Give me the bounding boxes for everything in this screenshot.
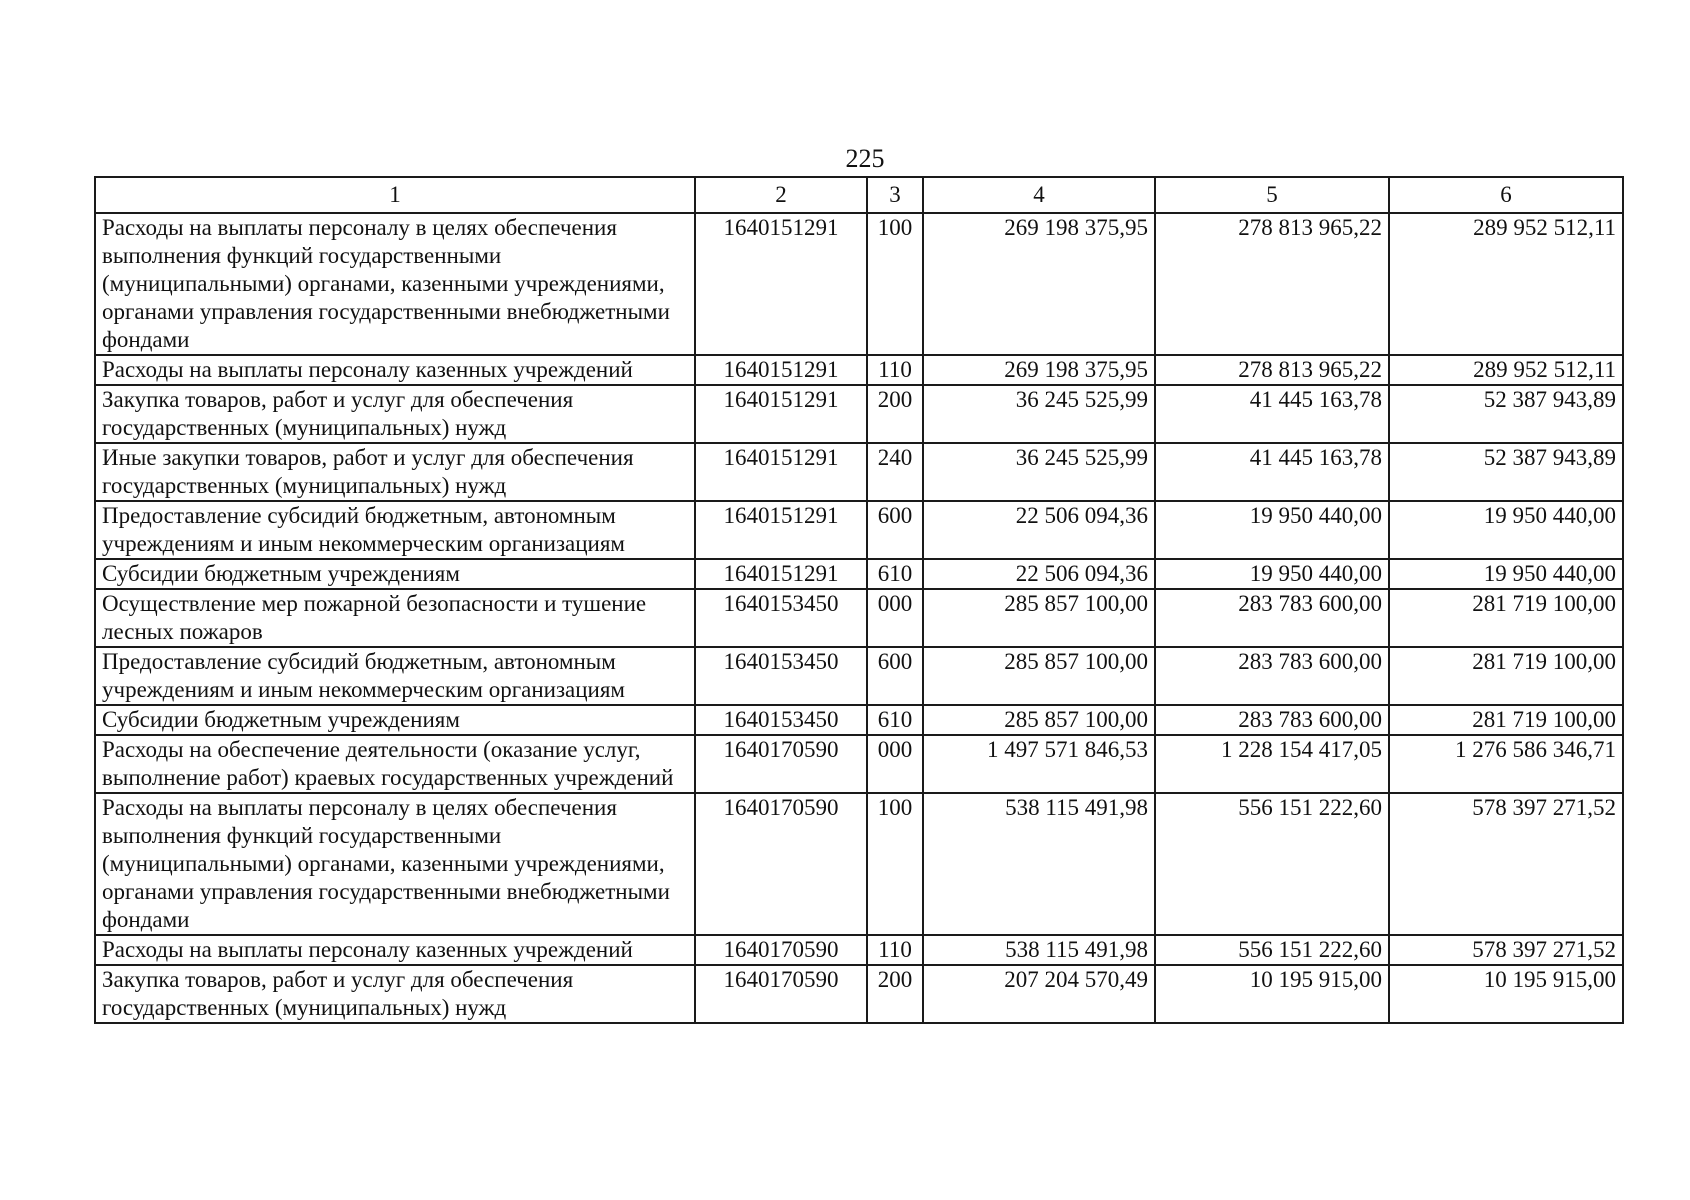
amount-col-5: 283 783 600,00 (1155, 705, 1389, 735)
amount-col-6: 10 195 915,00 (1389, 965, 1623, 1023)
amount-col-4: 207 204 570,49 (923, 965, 1155, 1023)
expense-type-code: 610 (867, 559, 923, 589)
target-code: 1640170590 (695, 735, 867, 793)
table-row (95, 705, 1623, 735)
expense-type-code: 100 (867, 793, 923, 935)
expense-type-code: 200 (867, 385, 923, 443)
table-row (95, 559, 1623, 589)
target-code: 1640151291 (695, 559, 867, 589)
table-row (95, 965, 1623, 1023)
expense-name: Осуществление мер пожарной безопасности и тушение лесных пожаров (95, 589, 695, 647)
table-row (95, 355, 1623, 385)
budget-table (94, 176, 1624, 1024)
expense-type-code: 200 (867, 965, 923, 1023)
amount-col-4: 36 245 525,99 (923, 385, 1155, 443)
amount-col-6: 19 950 440,00 (1389, 559, 1623, 589)
amount-col-4: 1 497 571 846,53 (923, 735, 1155, 793)
amount-col-4: 269 198 375,95 (923, 355, 1155, 385)
amount-col-6: 52 387 943,89 (1389, 385, 1623, 443)
expense-type-code: 600 (867, 647, 923, 705)
expense-name: Расходы на выплаты персоналу в целях обеспечения выполнения функций государственными (муниципальными) органами, казенными учреждениями, органами управления государственными внебюджетными фондами (95, 213, 695, 355)
expense-type-code: 610 (867, 705, 923, 735)
amount-col-6: 578 397 271,52 (1389, 793, 1623, 935)
amount-col-6: 1 276 586 346,71 (1389, 735, 1623, 793)
expense-type-code: 600 (867, 501, 923, 559)
amount-col-5: 41 445 163,78 (1155, 385, 1389, 443)
target-code: 1640151291 (695, 443, 867, 501)
target-code: 1640153450 (695, 705, 867, 735)
expense-name: Закупка товаров, работ и услуг для обеспечения государственных (муниципальных) нужд (95, 965, 695, 1023)
amount-col-6: 281 719 100,00 (1389, 705, 1623, 735)
amount-col-5: 556 151 222,60 (1155, 793, 1389, 935)
target-code: 1640151291 (695, 501, 867, 559)
column-header: 3 (867, 177, 923, 213)
amount-col-5: 10 195 915,00 (1155, 965, 1389, 1023)
expense-name: Субсидии бюджетным учреждениям (95, 705, 695, 735)
amount-col-6: 281 719 100,00 (1389, 589, 1623, 647)
table-row (95, 735, 1623, 793)
expense-name: Предоставление субсидий бюджетным, автономным учреждениям и иным некоммерческим организациям (95, 501, 695, 559)
expense-name: Иные закупки товаров, работ и услуг для обеспечения государственных (муниципальных) нужд (95, 443, 695, 501)
expense-name: Закупка товаров, работ и услуг для обеспечения государственных (муниципальных) нужд (95, 385, 695, 443)
amount-col-5: 19 950 440,00 (1155, 559, 1389, 589)
expense-type-code: 100 (867, 213, 923, 355)
amount-col-5: 19 950 440,00 (1155, 501, 1389, 559)
table-row (95, 385, 1623, 443)
target-code: 1640151291 (695, 385, 867, 443)
target-code: 1640151291 (695, 355, 867, 385)
table-row (95, 443, 1623, 501)
amount-col-4: 285 857 100,00 (923, 705, 1155, 735)
amount-col-4: 538 115 491,98 (923, 935, 1155, 965)
target-code: 1640153450 (695, 589, 867, 647)
table-header-row (95, 177, 1623, 213)
amount-col-6: 19 950 440,00 (1389, 501, 1623, 559)
amount-col-6: 52 387 943,89 (1389, 443, 1623, 501)
amount-col-4: 285 857 100,00 (923, 647, 1155, 705)
amount-col-4: 22 506 094,36 (923, 501, 1155, 559)
amount-col-5: 278 813 965,22 (1155, 213, 1389, 355)
amount-col-4: 538 115 491,98 (923, 793, 1155, 935)
target-code: 1640153450 (695, 647, 867, 705)
amount-col-4: 36 245 525,99 (923, 443, 1155, 501)
amount-col-4: 269 198 375,95 (923, 213, 1155, 355)
column-header: 2 (695, 177, 867, 213)
amount-col-4: 285 857 100,00 (923, 589, 1155, 647)
expense-name: Расходы на выплаты персоналу в целях обеспечения выполнения функций государственными (муниципальными) органами, казенными учреждениями, органами управления государственными внебюджетными фондами (95, 793, 695, 935)
table-row (95, 647, 1623, 705)
expense-name: Предоставление субсидий бюджетным, автономным учреждениям и иным некоммерческим организациям (95, 647, 695, 705)
amount-col-4: 22 506 094,36 (923, 559, 1155, 589)
column-header: 5 (1155, 177, 1389, 213)
expense-name: Расходы на выплаты персоналу казенных учреждений (95, 355, 695, 385)
table-row (95, 793, 1623, 935)
expense-type-code: 000 (867, 589, 923, 647)
expense-type-code: 110 (867, 935, 923, 965)
amount-col-5: 278 813 965,22 (1155, 355, 1389, 385)
amount-col-5: 41 445 163,78 (1155, 443, 1389, 501)
expense-name: Субсидии бюджетным учреждениям (95, 559, 695, 589)
table-row (95, 935, 1623, 965)
target-code: 1640170590 (695, 935, 867, 965)
amount-col-5: 283 783 600,00 (1155, 647, 1389, 705)
column-header: 4 (923, 177, 1155, 213)
table-row (95, 589, 1623, 647)
target-code: 1640170590 (695, 965, 867, 1023)
target-code: 1640151291 (695, 213, 867, 355)
table-row (95, 501, 1623, 559)
amount-col-5: 556 151 222,60 (1155, 935, 1389, 965)
amount-col-5: 1 228 154 417,05 (1155, 735, 1389, 793)
expense-type-code: 000 (867, 735, 923, 793)
amount-col-6: 289 952 512,11 (1389, 213, 1623, 355)
expense-name: Расходы на обеспечение деятельности (оказание услуг, выполнение работ) краевых государственных учреждений (95, 735, 695, 793)
amount-col-6: 289 952 512,11 (1389, 355, 1623, 385)
expense-type-code: 110 (867, 355, 923, 385)
expense-name: Расходы на выплаты персоналу казенных учреждений (95, 935, 695, 965)
amount-col-5: 283 783 600,00 (1155, 589, 1389, 647)
column-header: 6 (1389, 177, 1623, 213)
amount-col-6: 281 719 100,00 (1389, 647, 1623, 705)
column-header: 1 (95, 177, 695, 213)
target-code: 1640170590 (695, 793, 867, 935)
expense-type-code: 240 (867, 443, 923, 501)
table-row (95, 213, 1623, 355)
amount-col-6: 578 397 271,52 (1389, 935, 1623, 965)
page-number: 225 (845, 144, 885, 173)
